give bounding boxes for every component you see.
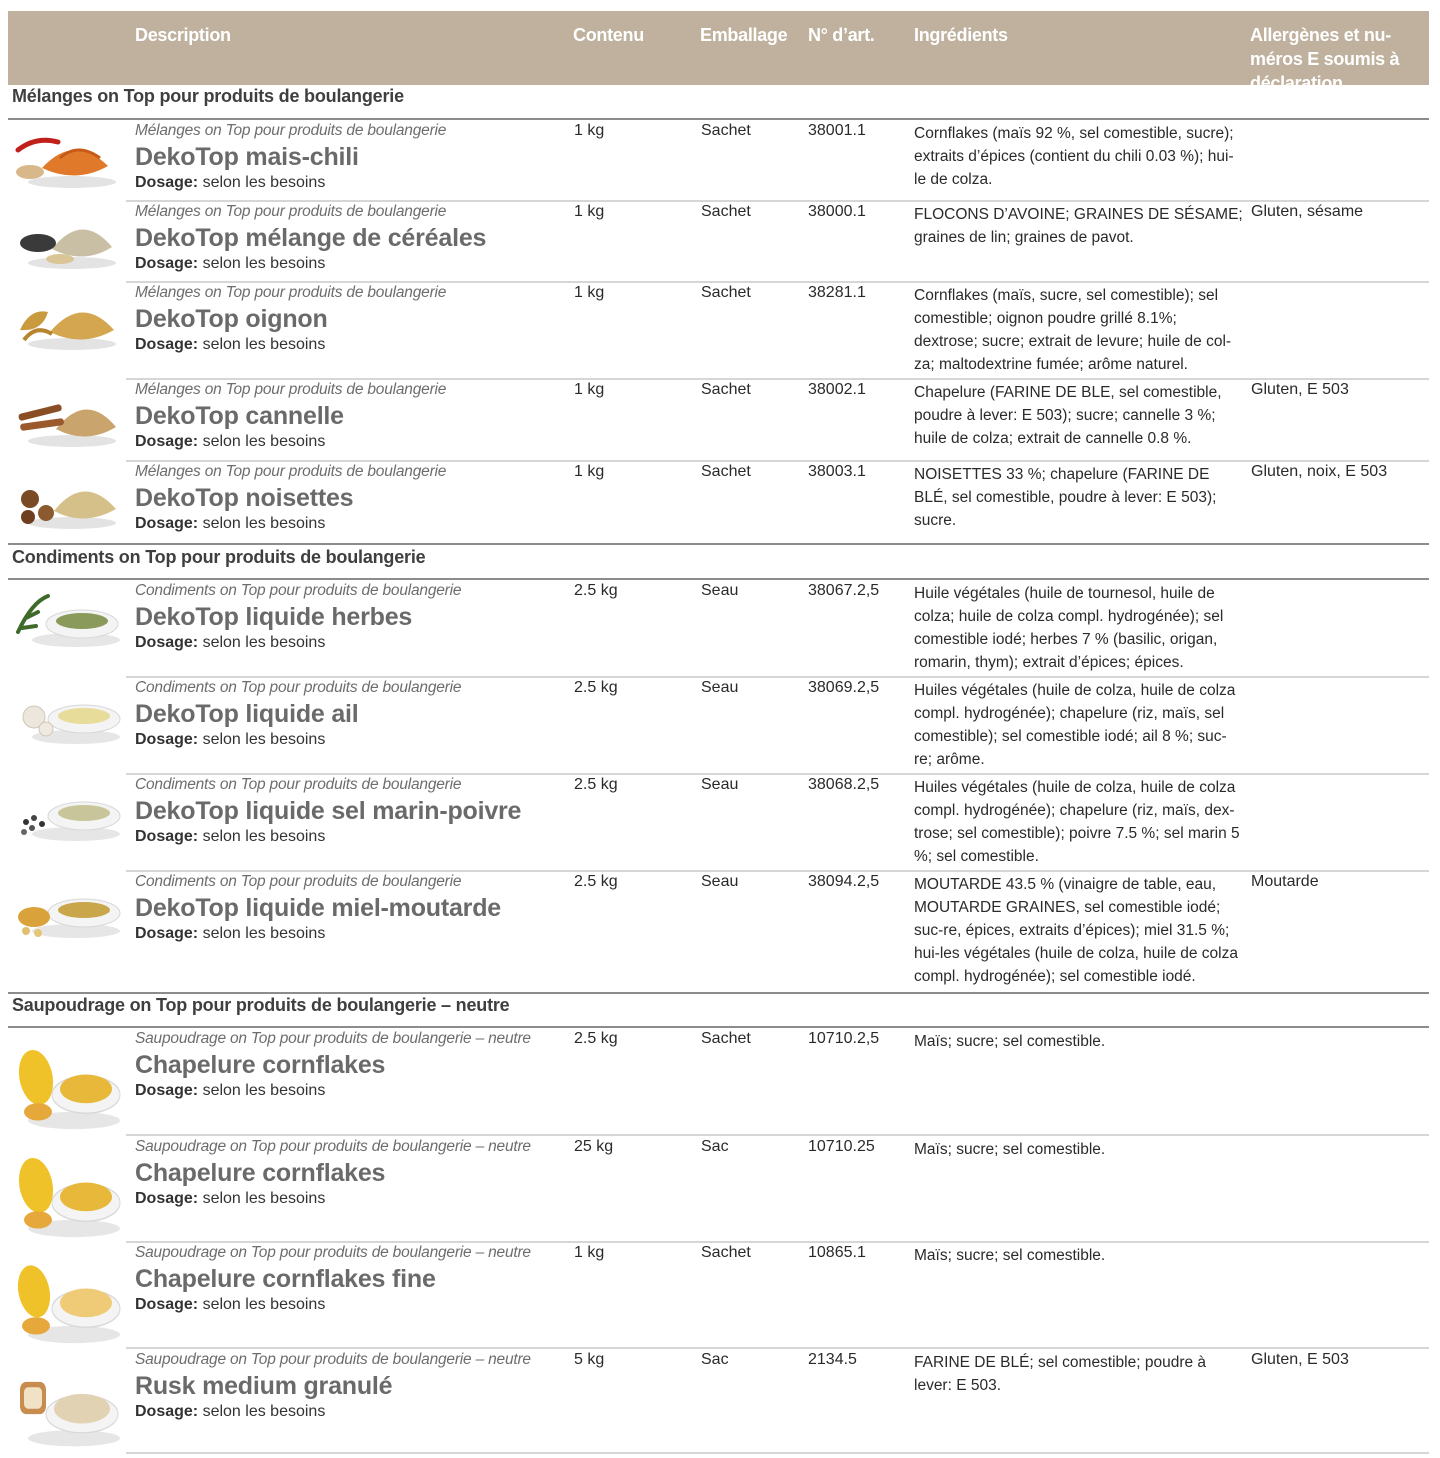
- product-name: DekoTop oignon: [135, 305, 328, 333]
- art-number-cell: 38068.2,5: [808, 776, 880, 793]
- ingredients-cell: Cornflakes (maïs 92 %, sel comestible, sucre); extraits d’épices (contient du chili 0.03 %); hui-le de colza.: [914, 125, 1234, 188]
- row-divider: [126, 773, 1429, 775]
- row-divider: [126, 1347, 1429, 1349]
- ingredients-cell: Cornflakes (maïs, sucre, sel comestible); sel comestible; oignon poudre grillé 8.1%; dextrose; sucre; extrait de levure; huile de col-za; maltodextrine fumée; arôme naturel.: [914, 287, 1232, 373]
- dosage: Dosage: selon les besoins: [135, 255, 326, 272]
- product-name: Chapelure cornflakes: [135, 1051, 386, 1079]
- art-number-cell: 10865.1: [808, 1244, 866, 1261]
- contenu-cell: 1 kg: [574, 381, 605, 398]
- cornflakes-fine-image: [12, 1254, 124, 1346]
- art-number-cell: 38001.1: [808, 122, 866, 139]
- product-name: DekoTop mélange de céréales: [135, 224, 487, 252]
- contenu-cell: 1 kg: [574, 122, 605, 139]
- row-divider: [126, 1452, 1429, 1454]
- contenu-cell: 1 kg: [574, 203, 605, 220]
- emballage-cell: Seau: [701, 873, 739, 890]
- emballage-cell: Sachet: [701, 122, 751, 139]
- contenu-cell: 1 kg: [574, 463, 605, 480]
- emballage-cell: Seau: [701, 776, 739, 793]
- section-divider: [8, 578, 1429, 580]
- contenu-cell: 25 kg: [574, 1138, 614, 1155]
- section-title: Condiments on Top pour produits de boulangerie: [12, 547, 426, 567]
- section-divider: [8, 992, 1429, 994]
- onion-mix-image: [12, 290, 124, 354]
- art-number-cell: 38000.1: [808, 203, 866, 220]
- product-category: Condiments on Top pour produits de boulangerie: [135, 582, 462, 599]
- ingredients-cell: Huiles végétales (huile de colza, huile de colza compl. hydrogénée); chapelure (riz, maïs, dex-trose; sel comestible); poivre 7.5 %; sel marin 5 %; sel comestible.: [914, 779, 1240, 865]
- product-name: Rusk medium granulé: [135, 1372, 393, 1400]
- cornflakes-image: [12, 1148, 124, 1240]
- ingredients-cell: NOISETTES 33 %; chapelure (FARINE DE BLÉ, sel comestible, poudre à lever: E 503); sucre.: [914, 466, 1217, 529]
- section-title: Mélanges on Top pour produits de boulangerie: [12, 86, 404, 106]
- product-category: Saupoudrage on Top pour produits de boulangerie – neutre: [135, 1030, 531, 1047]
- allergens-cell: Gluten, noix, E 503: [1251, 463, 1388, 480]
- ingredients-cell: MOUTARDE 43.5 % (vinaigre de table, eau, MOUTARDE GRAINES, sel comestible iodé; suc-re, épices, extraits d’épices); miel 31.5 %; hui-les végétales (huile de colza, huile de colza compl. hydrogénée); sel comestible iodé.: [914, 876, 1238, 985]
- ingredients-cell: Huile végétales (huile de tournesol, huile de colza; huile de colza compl. hydrogénée); sel comestible iodé; herbes 7 % (basilic, origan, romarin, thym); extrait d’épices; épices.: [914, 585, 1224, 671]
- product-category: Mélanges on Top pour produits de boulangerie: [135, 381, 447, 398]
- product-category: Saupoudrage on Top pour produits de boulangerie – neutre: [135, 1351, 531, 1368]
- emballage-cell: Sachet: [701, 284, 751, 301]
- dosage: Dosage: selon les besoins: [135, 174, 326, 191]
- ingredients-cell: Maïs; sucre; sel comestible.: [914, 1033, 1106, 1050]
- ingredients-cell: Maïs; sucre; sel comestible.: [914, 1247, 1106, 1264]
- dosage: Dosage: selon les besoins: [135, 336, 326, 353]
- contenu-cell: 1 kg: [574, 284, 605, 301]
- row-divider: [126, 460, 1429, 462]
- row-divider: [126, 1241, 1429, 1243]
- art-number-cell: 10710.25: [808, 1138, 875, 1155]
- product-category: Saupoudrage on Top pour produits de boulangerie – neutre: [135, 1138, 531, 1155]
- section-divider: [8, 1026, 1429, 1028]
- allergens-cell: Moutarde: [1251, 873, 1319, 890]
- contenu-cell: 2.5 kg: [574, 776, 618, 793]
- dosage: Dosage: selon les besoins: [135, 1403, 326, 1420]
- ingredients-cell: Huiles végétales (huile de colza, huile de colza compl. hydrogénée); chapelure (riz, maïs, sel comestible); sel comestible iodé; ail 8 %; suc-re; arôme.: [914, 682, 1236, 768]
- contenu-cell: 5 kg: [574, 1351, 605, 1368]
- contenu-cell: 2.5 kg: [574, 582, 618, 599]
- ingredients-cell: Chapelure (FARINE DE BLE, sel comestible, poudre à lever: E 503); sucre; cannelle 3 %; huile de colza; extrait de cannelle 0.8 %.: [914, 384, 1222, 447]
- art-number-cell: 38281.1: [808, 284, 866, 301]
- allergens-cell: Gluten, E 503: [1251, 1351, 1349, 1368]
- header-allergens: Allergènes et nu-méros E soumis à déclaration: [1250, 25, 1400, 93]
- emballage-cell: Sachet: [701, 203, 751, 220]
- emballage-cell: Sac: [701, 1351, 729, 1368]
- product-name: Chapelure cornflakes fine: [135, 1265, 436, 1293]
- dosage: Dosage: selon les besoins: [135, 731, 326, 748]
- contenu-cell: 2.5 kg: [574, 1030, 618, 1047]
- header-description: Description: [135, 25, 231, 45]
- art-number-cell: 38003.1: [808, 463, 866, 480]
- contenu-cell: 1 kg: [574, 1244, 605, 1261]
- emballage-cell: Sac: [701, 1138, 729, 1155]
- row-divider: [126, 1134, 1429, 1136]
- section-divider: [8, 543, 1429, 545]
- emballage-cell: Seau: [701, 679, 739, 696]
- pepper-liquid-image: [12, 782, 124, 846]
- emballage-cell: Sachet: [701, 381, 751, 398]
- art-number-cell: 10710.2,5: [808, 1030, 880, 1047]
- row-divider: [126, 281, 1429, 283]
- row-divider: [126, 870, 1429, 872]
- dosage: Dosage: selon les besoins: [135, 433, 326, 450]
- dosage: Dosage: selon les besoins: [135, 515, 326, 532]
- contenu-cell: 2.5 kg: [574, 679, 618, 696]
- dosage: Dosage: selon les besoins: [135, 634, 326, 651]
- product-category: Mélanges on Top pour produits de boulangerie: [135, 203, 447, 220]
- garlic-liquid-image: [12, 685, 124, 749]
- table-header: [8, 11, 1429, 93]
- ingredients-cell: Maïs; sucre; sel comestible.: [914, 1141, 1106, 1158]
- product-name: DekoTop liquide ail: [135, 700, 359, 728]
- cornflakes-image: [12, 1040, 124, 1132]
- header-ingredients: Ingrédients: [914, 25, 1008, 45]
- allergens-cell: Gluten, E 503: [1251, 381, 1349, 398]
- product-category: Mélanges on Top pour produits de boulangerie: [135, 122, 447, 139]
- allergens-cell: Gluten, sésame: [1251, 203, 1364, 220]
- product-category: Condiments on Top pour produits de boulangerie: [135, 776, 462, 793]
- product-category: Saupoudrage on Top pour produits de boulangerie – neutre: [135, 1244, 531, 1261]
- herbs-liquid-image: [12, 588, 124, 652]
- product-name: DekoTop liquide miel-moutarde: [135, 894, 501, 922]
- product-category: Mélanges on Top pour produits de boulangerie: [135, 284, 447, 301]
- dosage: Dosage: selon les besoins: [135, 1296, 326, 1313]
- header-contenu: Contenu: [573, 25, 644, 45]
- dosage: Dosage: selon les besoins: [135, 1082, 326, 1099]
- art-number-cell: 38069.2,5: [808, 679, 880, 696]
- art-number-cell: 38002.1: [808, 381, 866, 398]
- product-category: Mélanges on Top pour produits de boulangerie: [135, 463, 447, 480]
- section-title: Saupoudrage on Top pour produits de boulangerie – neutre: [12, 995, 510, 1015]
- row-divider: [126, 200, 1429, 202]
- art-number-cell: 38067.2,5: [808, 582, 880, 599]
- product-category: Condiments on Top pour produits de boulangerie: [135, 873, 462, 890]
- emballage-cell: Sachet: [701, 1030, 751, 1047]
- hazelnut-mix-image: [12, 469, 124, 533]
- header-emballage: Emballage: [700, 25, 788, 45]
- ingredients-cell: FARINE DE BLÉ; sel comestible; poudre à lever: E 503.: [914, 1354, 1207, 1394]
- chili-cornflakes-image: [12, 128, 124, 192]
- ingredients-cell: FLOCONS D’AVOINE; GRAINES DE SÉSAME; graines de lin; graines de pavot.: [914, 206, 1243, 246]
- product-name: Chapelure cornflakes: [135, 1159, 386, 1187]
- contenu-cell: 2.5 kg: [574, 873, 618, 890]
- row-divider: [126, 676, 1429, 678]
- art-number-cell: 2134.5: [808, 1351, 857, 1368]
- emballage-cell: Sachet: [701, 463, 751, 480]
- rusk-image: [12, 1363, 124, 1449]
- dosage: Dosage: selon les besoins: [135, 925, 326, 942]
- product-name: DekoTop mais-chili: [135, 143, 359, 171]
- emballage-cell: Sachet: [701, 1244, 751, 1261]
- product-name: DekoTop cannelle: [135, 402, 344, 430]
- mustard-liquid-image: [12, 879, 124, 943]
- dosage: Dosage: selon les besoins: [135, 1190, 326, 1207]
- section-divider: [8, 118, 1429, 120]
- emballage-cell: Seau: [701, 582, 739, 599]
- product-name: DekoTop liquide sel marin-poivre: [135, 797, 522, 825]
- art-number-cell: 38094.2,5: [808, 873, 880, 890]
- product-name: DekoTop liquide herbes: [135, 603, 413, 631]
- cereal-mix-image: [12, 209, 124, 273]
- row-divider: [126, 378, 1429, 380]
- dosage: Dosage: selon les besoins: [135, 828, 326, 845]
- product-category: Condiments on Top pour produits de boulangerie: [135, 679, 462, 696]
- cinnamon-mix-image: [12, 387, 124, 451]
- header-art-number: N° d’art.: [808, 25, 875, 45]
- product-name: DekoTop noisettes: [135, 484, 354, 512]
